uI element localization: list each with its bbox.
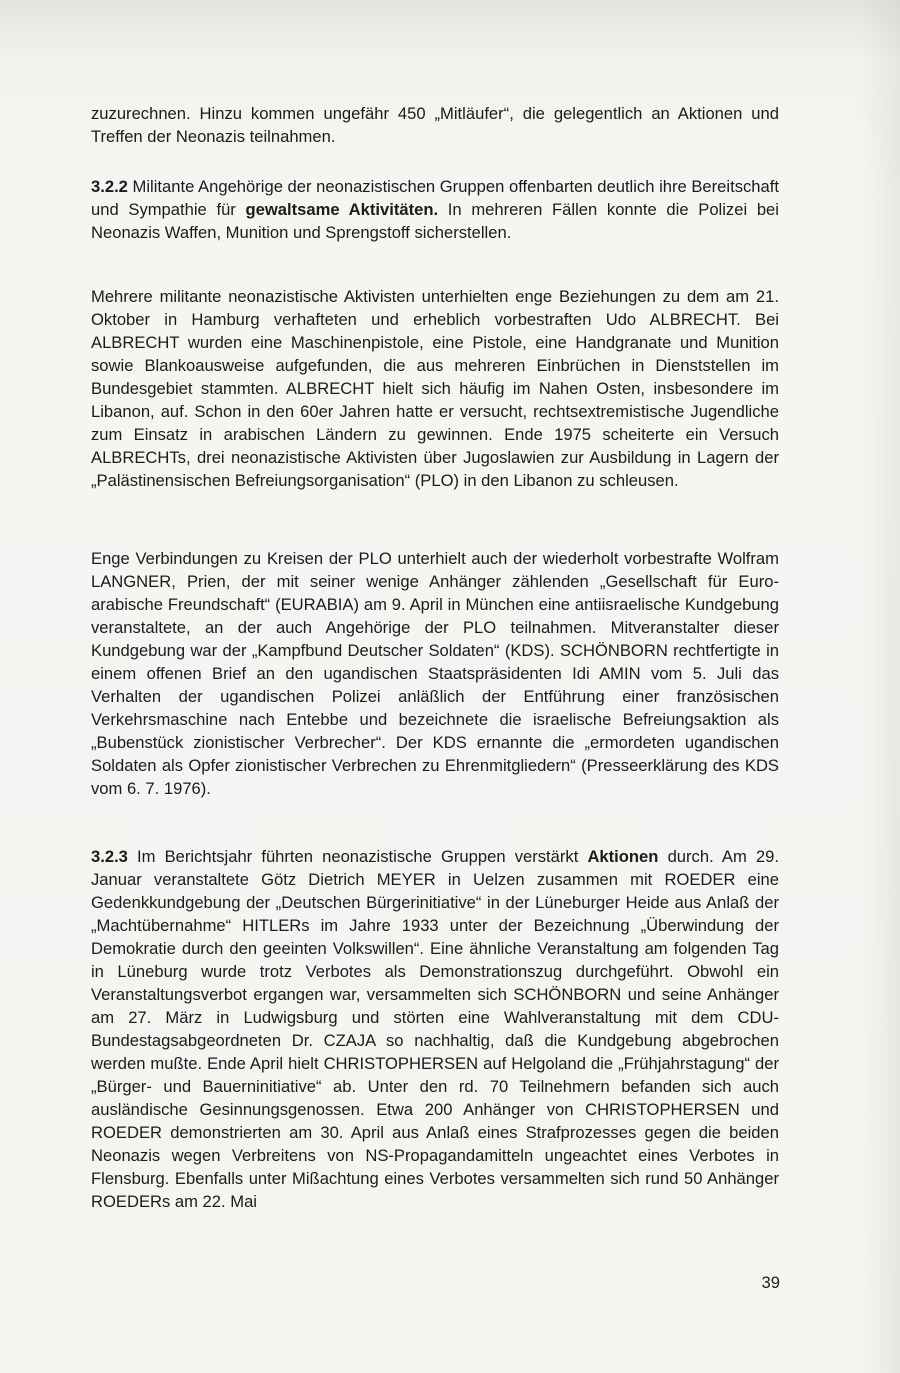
paragraph-albrecht (91, 285, 779, 492)
page-edge-shadow (860, 0, 900, 1373)
paragraph-3-2-2-text-b: In mehreren Fällen konnte die Polizei bei Neonazis Waffen, Munition und Sprengstoff sicherstellen. (91, 200, 779, 242)
section-number-3-2-3: 3.2.3 (91, 847, 128, 866)
paragraph-3-2-3-bold: Aktionen (587, 847, 659, 866)
page-number: 39 (761, 1273, 780, 1292)
paragraph-3-2-2 (91, 175, 779, 244)
paragraph-1-text: zuzurechnen. Hinzu kommen ungefähr 450 „Mitläufer“, die gelegentlich an Aktionen und Treffen der Neonazis teilnahmen. (91, 104, 779, 146)
paragraph-3-2-3-text-b: durch. Am 29. Januar veranstaltete Götz Dietrich MEYER in Uelzen zusammen mit ROEDER eine Gedenkkundgebung der „Deutschen Bürgerinitiative“ in der Lüneburger Heide aus Anlaß der „Machtübernahme“ HITLERs im Jahre 1933 unter der Bezeichnung „Überwindung der Demokratie durch den geeinten Volkswillen“. Eine ähnliche Veranstaltung am folgenden Tag in Lüneburg wurde trotz Verbotes als Demonstrationszug durchgeführt. Obwohl ein Veranstaltungsverbot ergangen war, versammelten sich SCHÖNBORN und seine Anhänger am 27. März in Ludwigsburg und störten eine Wahlveranstaltung mit dem CDU-Bundestagsabgeordneten Dr. CZAJA so nachhaltig, daß die Kundgebung abgebrochen werden mußte. Ende April hielt CHRISTOPHERSEN auf Helgoland die „Frühjahrstagung“ der „Bürger- und Bauerninitiative“ ab. Unter den rd. 70 Teilnehmern befanden sich auch ausländische Gesinnungsgenossen. Etwa 200 Anhänger von CHRISTOPHERSEN und ROEDER demonstrierten am 30. April aus Anlaß eines Strafprozesses gegen die beiden Neonazis wegen Verbreitens von NS-Propagandamitteln ungeachtet eines Verbotes in Flensburg. Ebenfalls unter Mißachtung eines Verbotes versammelten sich rund 50 Anhänger ROEDERs am 22. Mai (91, 847, 779, 1211)
paragraph-3-2-3 (91, 845, 779, 1213)
paragraph-albrecht-text: Mehrere militante neonazistische Aktivisten unterhielten enge Beziehungen zu dem am 21. Oktober in Hamburg verhafteten und erheblich vorbestraften Udo ALBRECHT. Bei ALBRECHT wurden eine Maschinenpistole, eine Pistole, eine Handgranate und Munition sowie Blankoausweise aufgefunden, die aus mehreren Einbrüchen in Dienststellen im Bundesgebiet stammten. ALBRECHT hielt sich häufig im Nahen Osten, insbesondere im Libanon, auf. Schon in den 60er Jahren hatte er versucht, rechtsextremistische Jugendliche zum Einsatz in arabischen Ländern zu gewinnen. Ende 1975 scheiterte ein Versuch ALBRECHTs, drei neonazistische Aktivisten über Jugoslawien zur Ausbildung in Lagern der „Palästinensischen Befreiungsorganisation“ (PLO) in den Libanon zu schleusen. (91, 287, 779, 490)
paragraph-langner-text: Enge Verbindungen zu Kreisen der PLO unterhielt auch der wiederholt vorbestrafte Wolfram LANGNER, Prien, der mit seiner wenige Anhänger zählenden „Gesellschaft für Euro-arabische Freundschaft“ (EURABIA) am 9. April in München eine antiisraelische Kundgebung veranstaltete, an der auch Angehörige der PLO teilnahmen. Mitveranstalter dieser Kundgebung war der „Kampfbund Deutscher Soldaten“ (KDS). SCHÖNBORN rechtfertigte in einem offenen Brief an den ugandischen Staatspräsidenten Idi AMIN vom 5. Juli das Verhalten der ugandischen Polizei anläßlich der Entführung einer französischen Verkehrsmaschine nach Entebbe und bezeichnete die israelische Befreiungsaktion als „Bubenstück zionistischer Verbrecher“. Der KDS ernannte die „ermordeten ugandischen Soldaten als Opfer zionistischer Verbrechen zu Ehrenmitgliedern“ (Presseerklärung des KDS vom 6. 7. 1976). (91, 549, 779, 798)
section-number-3-2-2: 3.2.2 (91, 177, 128, 196)
paragraph-1 (91, 102, 779, 148)
paragraph-3-2-2-bold: gewaltsame Aktivitäten. (245, 200, 439, 219)
paragraph-3-2-3-text-a: Im Berichtsjahr führten neonazistische Gruppen verstärkt (137, 847, 579, 866)
paragraph-3-2-2-text-a: Militante Angehörige der neonazistischen Gruppen offenbarten deutlich ihre Bereitschaft und Sympathie für (91, 177, 779, 219)
paragraph-langner (91, 547, 779, 800)
